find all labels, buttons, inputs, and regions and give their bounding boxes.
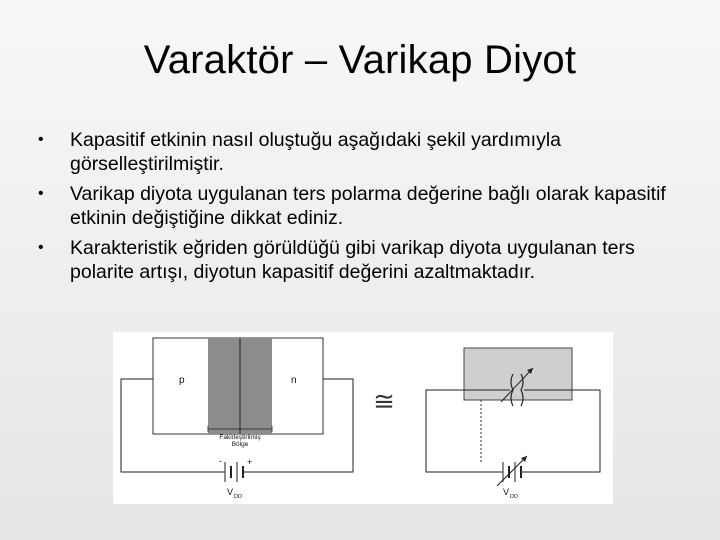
bullet-text-1: Kapasitif etkinin nasıl oluştuğu aşağıdaki şekil yardımıyla görselleştirilmiştir. bbox=[70, 129, 562, 175]
depletion-label-1: Fakirleştirilmiş bbox=[219, 434, 261, 441]
bullet-item-2 bbox=[36, 182, 686, 230]
eq-left-wire bbox=[426, 390, 503, 472]
depletion-label-2: Bölge bbox=[231, 441, 249, 448]
vdd-sub-right: DD bbox=[510, 494, 518, 500]
pn-junction-diagram bbox=[121, 338, 353, 500]
bullet-list bbox=[36, 128, 686, 290]
vdd-label-right: V bbox=[503, 487, 510, 497]
bullet-item-3 bbox=[36, 236, 686, 284]
bullet-glyph: • bbox=[38, 239, 44, 256]
variable-source-arrow bbox=[497, 456, 527, 486]
varicap-diagram bbox=[113, 332, 613, 504]
bullet-glyph: • bbox=[38, 185, 44, 202]
n-region-label: n bbox=[291, 375, 297, 386]
bullet-glyph: • bbox=[38, 131, 44, 148]
equivalent-capacitor-box bbox=[464, 348, 572, 400]
eq-right-wire bbox=[525, 390, 600, 472]
equivalence-symbol: ≅ bbox=[373, 386, 395, 416]
equivalent-circuit bbox=[426, 348, 600, 500]
minus-sign: - bbox=[219, 456, 222, 466]
varicap-figure bbox=[113, 332, 613, 504]
vdd-label-left: V bbox=[227, 487, 234, 497]
vdd-sub-left: DD bbox=[234, 494, 242, 500]
plus-sign: + bbox=[247, 457, 253, 467]
p-region-label: p bbox=[179, 375, 185, 386]
slide-title: Varaktör – Varikap Diyot bbox=[143, 38, 577, 82]
bullet-item-1 bbox=[36, 128, 686, 176]
bullet-text-3: Karakteristik eğriden görüldüğü gibi varikap diyota uygulanan ters polarite artışı, diyotun kapasitif değerini azaltmaktadır. bbox=[70, 237, 635, 283]
bullet-text-2: Varikap diyota uygulanan ters polarma değerine bağlı olarak kapasitif etkinin değiştiğine dikkat ediniz. bbox=[70, 183, 666, 229]
